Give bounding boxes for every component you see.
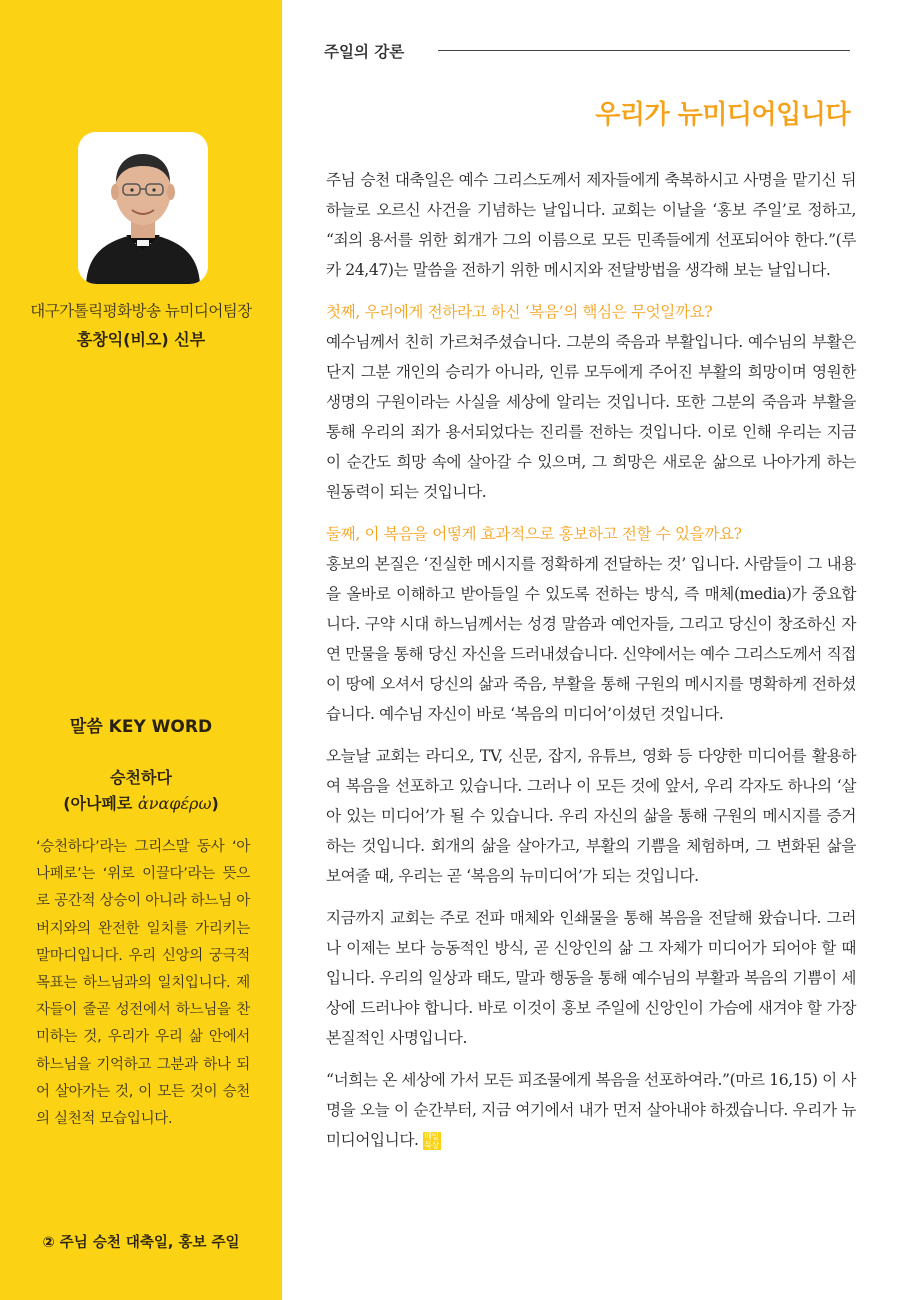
- keyword-explanation: ‘승천하다’라는 그리스말 동사 ‘아나페로’는 ‘위로 이끌다’라는 뜻으로 공간적 상승이 아니라 하느님 아버지와의 완전한 일치를 가리키는 말마디입니다. 우리 신앙의 궁극적 목표는 하느님과의 일치입니다. 제자들이 줄곧 성전에서 하느님을 찬미하는 것, 우리가 우리 삶 안에서 하느님을 기억하고 그분과 하나 되어 살아가는 것, 이 모든 것이 승천의 실천적 모습입니다.: [36, 839, 250, 1128]
- intro-paragraph: 주님 승천 대축일은 예수 그리스도께서 제자들에게 축복하시고 사명을 맡기신 뒤 하늘로 오르신 사건을 기념하는 날입니다. 교회는 이날을 ‘홍보 주일’로 정하고, “죄의 용서를 위한 회개가 그의 이름으로 모든 민족들에게 선포되어야 한다.”(루카 24,47)는 말씀을 전하기 위한 메시지와 전달방법을 생각해 보는 날입니다.: [326, 171, 856, 279]
- end-mark-icon: 매일 묵상: [424, 1132, 439, 1150]
- closing-text: “너희는 온 세상에 가서 모든 피조물에게 복음을 선포하여라.”(마르 16,15) 이 사명을 오늘 이 순간부터, 지금 여기에서 내가 먼저 살아내야 하겠습니다. 우리가 뉴미디어입니다.: [326, 1071, 856, 1149]
- keyword-heading: 말씀 KEY WORD: [69, 717, 213, 737]
- paragraph-active-witness: 지금까지 교회는 주로 전파 매체와 인쇄물을 통해 복음을 전달해 왔습니다. 그러나 이제는 보다 능동적인 방식, 곧 신앙인의 삶 그 자체가 미디어가 되어야 할 때입니다. 우리의 일상과 태도, 말과 행동을 통해 예수님의 부활과 복음의 기쁨이 세상에 드러나야 합니다. 바로 이것이 홍보 주일에 신앙인이 가슴에 새겨야 할 가장 본질적인 사명입니다.: [326, 909, 856, 1047]
- question-1-heading: 첫째, 우리에게 전하라고 하신 ‘복음’의 핵심은 무엇일까요?: [326, 303, 713, 321]
- keyword-translit-text: (아나페로: [63, 794, 138, 813]
- keyword-term: 승천하다: [110, 768, 172, 787]
- keyword-greek-word: ἀναφέρω: [137, 794, 212, 813]
- answer-2-paragraph: 홍보의 본질은 ‘진실한 메시지를 정확하게 전달하는 것’ 입니다. 사람들이 그 내용을 올바로 이해하고 받아들일 수 있도록 전하는 방식, 즉 매체(media)가 중요합니다. 구약 시대 하느님께서는 성경 말씀과 예언자들, 그리고 당신이 창조하신 자연 만물을 통해 당신 자신을 드러내셨습니다. 신약에서는 예수 그리스도께서 직접 이 땅에 오셔서 당신의 삶과 죽음, 부활을 통해 구원의 메시지를 명확하게 전하셨습니다. 예수님 자신이 바로 ‘복음의 미디어’이셨던 것입니다.: [326, 555, 856, 723]
- section-label: 주일의 강론: [324, 43, 405, 61]
- issue-footer-label: ② 주님 승천 대축일, 홍보 주일: [42, 1235, 240, 1251]
- author-photo: [78, 132, 208, 284]
- answer-1-paragraph: 예수님께서 친히 가르쳐주셨습니다. 그분의 죽음과 부활입니다. 예수님의 부활은 단지 그분 개인의 승리가 아니라, 인류 모두에게 주어진 부활의 희망이며 영원한 생명의 구원이라는 사실을 세상에 알리는 것입니다. 또한 그분의 죽음과 부활을 통해 우리의 죄가 용서되었다는 진리를 전하는 것입니다. 이로 인해 우리는 지금 이 순간도 희망 속에 살아갈 수 있으며, 그 희망은 새로운 삶으로 나아가게 하는 원동력이 되는 것입니다.: [326, 333, 856, 501]
- article-body: [326, 165, 856, 1155]
- keyword-close-paren: ): [211, 794, 219, 813]
- header-divider: [438, 50, 850, 51]
- question-2-heading: 둘째, 이 복음을 어떻게 효과적으로 홍보하고 전할 수 있을까요?: [326, 525, 742, 543]
- author-affiliation: 대구가톨릭평화방송 뉴미디어팀장: [30, 302, 252, 320]
- keyword-transliteration: [0, 791, 282, 814]
- paragraph-media-today: 오늘날 교회는 라디오, TV, 신문, 잡지, 유튜브, 영화 등 다양한 미디어를 활용하여 복음을 선포하고 있습니다. 그러나 이 모든 것에 앞서, 우리 각자도 하나의 ‘살아 있는 미디어’가 될 수 있습니다. 우리 자신의 삶을 통해 구원의 메시지를 증거하는 것입니다. 회개의 삶을 살아가고, 부활의 기쁨을 체험하며, 그 변화된 삶을 보여줄 때, 우리는 곧 ‘복음의 뉴미디어’가 되는 것입니다.: [326, 747, 856, 885]
- author-name: 홍창익(비오) 신부: [76, 330, 206, 349]
- article-title: 우리가 뉴미디어입니다: [595, 100, 850, 130]
- closing-paragraph: [326, 1065, 856, 1155]
- sidebar-panel: [0, 0, 282, 1300]
